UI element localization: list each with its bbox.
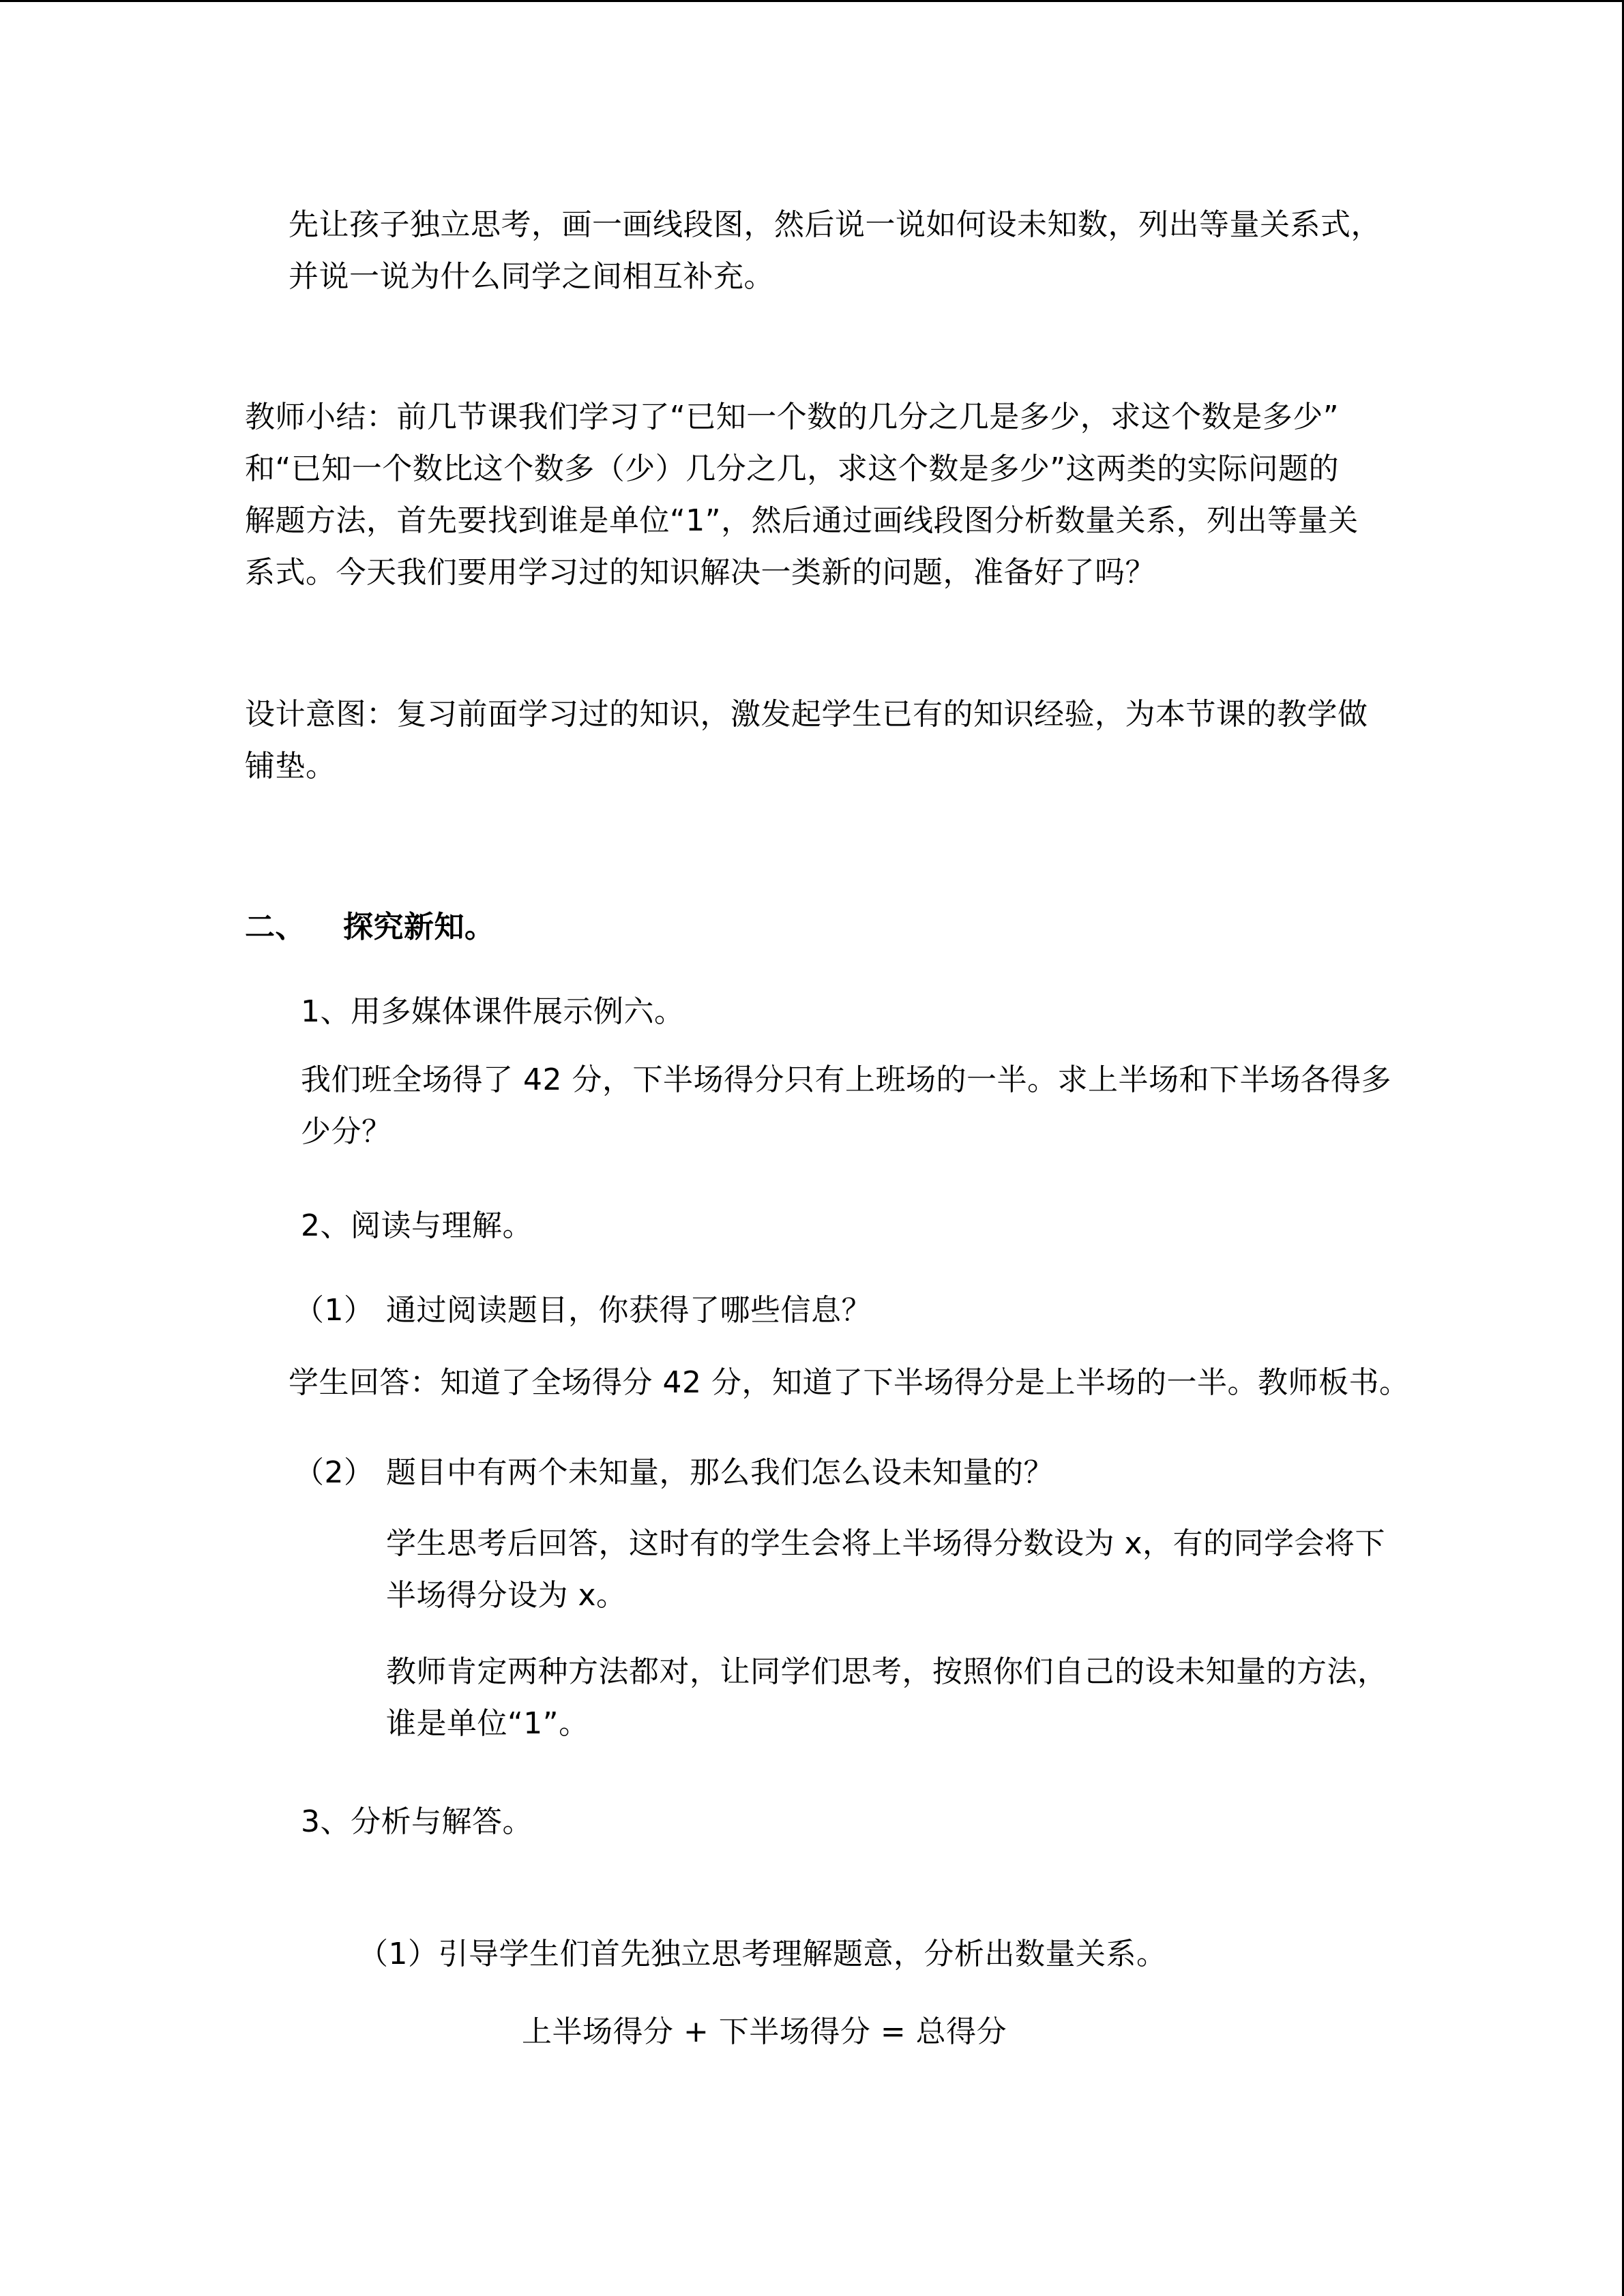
design-line-1: 设计意图：复习前面学习过的知识，激发起学生已有的知识经验，为本节课的教学做 xyxy=(245,697,1368,732)
example-problem-line-2: 少分？ xyxy=(301,1114,392,1149)
question-2-text: 题目中有两个未知量，那么我们怎么设未知量的？ xyxy=(386,1455,1054,1490)
summary-line-2: 和“已知一个数比这个数多（少）几分之几，求这个数是多少”这两类的实际问题的 xyxy=(245,451,1340,486)
intro-line-2: 并说一说为什么同学之间相互补充。 xyxy=(289,259,774,294)
question-2-number: （2） xyxy=(294,1455,374,1490)
summary-line-4: 系式。今天我们要用学习过的知识解决一类新的问题，准备好了吗？ xyxy=(245,555,1155,590)
quantity-relation-equation: 上半场得分 + 下半场得分 = 总得分 xyxy=(522,2014,1007,2049)
teacher-affirm-line-2: 谁是单位“1”。 xyxy=(386,1706,589,1741)
page-border-top xyxy=(0,0,1624,2)
teacher-affirm-line-1: 教师肯定两种方法都对，让同学们思考，按照你们自己的设未知量的方法， xyxy=(386,1654,1388,1689)
student-answer-1: 学生回答：知道了全场得分 42 分，知道了下半场得分是上半场的一半。教师板书。 xyxy=(289,1365,1410,1400)
summary-line-1: 教师小结：前几节课我们学习了“已知一个数的几分之几是多少，求这个数是多少” xyxy=(245,400,1340,434)
section-number: 二、 xyxy=(245,910,306,944)
section-title: 探究新知。 xyxy=(343,910,495,944)
question-1-text: 通过阅读题目，你获得了哪些信息？ xyxy=(386,1293,872,1328)
step-3-heading: 3、分析与解答。 xyxy=(301,1804,533,1839)
summary-line-3: 解题方法，首先要找到谁是单位“1”，然后通过画线段图分析数量关系，列出等量关 xyxy=(245,503,1359,538)
intro-line-1: 先让孩子独立思考，画一画线段图，然后说一说如何设未知数，列出等量关系式， xyxy=(289,207,1381,242)
student-reply-line-1: 学生思考后回答，这时有的学生会将上半场得分数设为 x，有的同学会将下 xyxy=(386,1526,1386,1561)
design-line-2: 铺垫。 xyxy=(245,749,336,784)
question-1-number: （1） xyxy=(294,1293,374,1328)
step-2-heading: 2、阅读与理解。 xyxy=(301,1208,533,1243)
step-3-sub-1: （1）引导学生们首先独立思考理解题意，分析出数量关系。 xyxy=(358,1937,1167,1971)
step-1-heading: 1、用多媒体课件展示例六。 xyxy=(301,994,685,1029)
student-reply-line-2: 半场得分设为 x。 xyxy=(386,1578,627,1613)
example-problem-line-1: 我们班全场得了 42 分，下半场得分只有上班场的一半。求上半场和下半场各得多 xyxy=(301,1062,1391,1097)
